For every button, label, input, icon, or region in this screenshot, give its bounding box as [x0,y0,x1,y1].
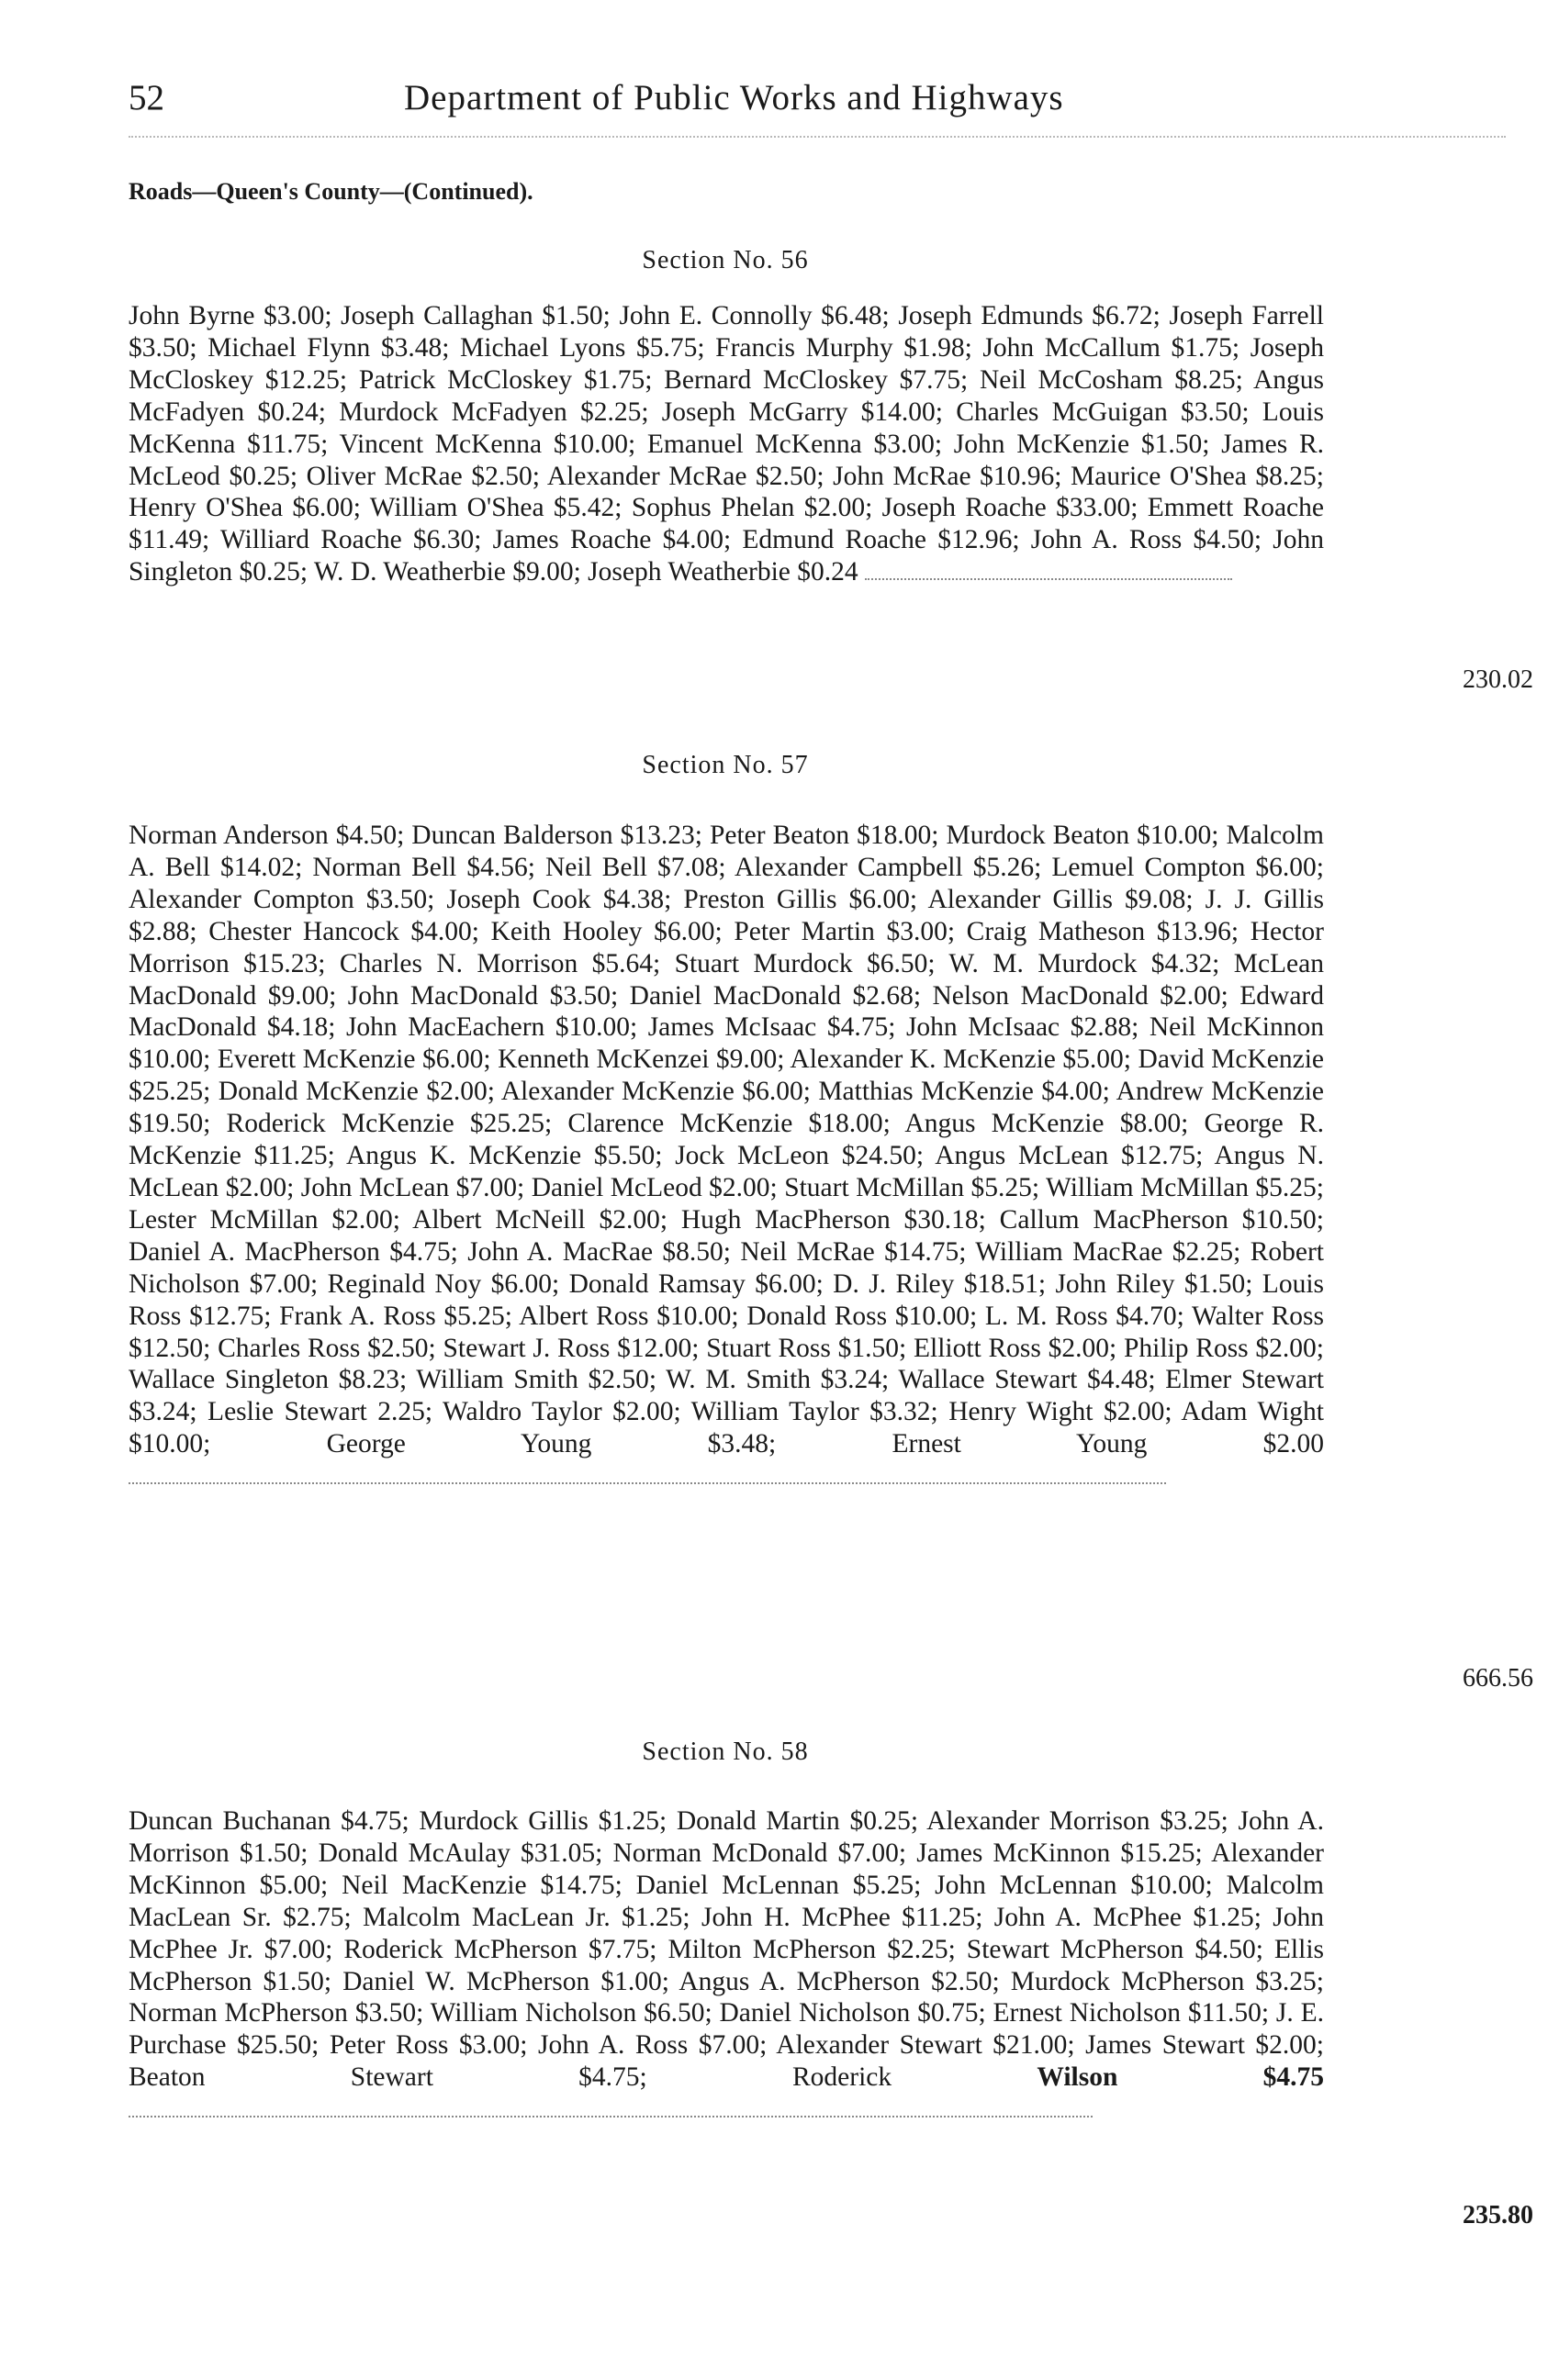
leader-dots [865,569,1232,580]
entries-text: John Byrne $3.00; Joseph Callaghan $1.50; John E. Connolly $6.48; Joseph Edmunds $6.72; Joseph Farrell $3.50; Michael Flynn $3.48; Michael Lyons $5.75; Francis Murphy $1.98; John McCallum $1.75; Joseph McCloskey $12.25; Patrick McCloskey $1.75; Bernard McCloskey $7.75; Neil McCosham $8.25; Angus McFadyen $0.24; Murdock McFadyen $2.25; Joseph McGarry $14.00; Charles McGuigan $3.50; Louis McKenna $11.75; Vincent McKenna $10.00; Emanuel McKenna $3.00; John McKenzie $1.50; James R. McLeod $0.25; Oliver McRae $2.50; Alexander McRae $2.50; John McRae $10.96; Maurice O'Shea $8.25; Henry O'Shea $6.00; William O'Shea $5.42; Sophus Phelan $2.00; Joseph Roache $33.00; Emmett Roache $11.49; Williard Roache $6.30; James Roache $4.00; Edmund Roache $12.96; John A. Ross $4.50; John Singleton $0.25; W. D. Weatherbie $9.00; Joseph Weatherbie $0.24 [129,301,1324,587]
document-page [129,0,1533,2380]
section-total: 666.56 [1463,1664,1533,1693]
page-header [129,77,1506,132]
subheading: Roads—Queen's County—(Continued). [129,178,533,205]
section-title: Section No. 57 [642,751,809,779]
entries-tail: Wilson $4.75 [1037,2062,1324,2093]
entries-text: Norman Anderson $4.50; Duncan Balderson $13.23; Peter Beaton $18.00; Murdock Beaton $10.00; Malcolm A. Bell $14.02; Norman Bell $4.56; Neil Bell $7.08; Alexander Campbell $5.26; Lemuel Compton $6.00; Alexander Compton $3.50; Joseph Cook $4.38; Preston Gillis $6.00; Alexander Gillis $9.08; J. J. Gillis $2.88; Chester Hancock $4.00; Keith Hooley $6.00; Peter Martin $3.00; Craig Matheson $13.96; Hector Morrison $15.23; Charles N. Morrison $5.64; Stuart Murdock $6.50; W. M. Murdock $4.32; McLean MacDonald $9.00; John MacDonald $3.50; Daniel MacDonald $2.68; Nelson MacDonald $2.00; Edward MacDonald $4.18; John MacEachern $10.00; James McIsaac $4.75; John McIsaac $2.88; Neil McKinnon $10.00; Everett McKenzie $6.00; Kenneth McKenzei $9.00; Alexander K. McKenzie $5.00; David McKenzie $25.25; Donald McKenzie $2.00; Alexander McKenzie $6.00; Matthias McKenzie $4.00; Andrew McKenzie $19.50; Roderick McKenzie $25.25; Clarence McKenzie $18.00; Angus McKenzie $8.00; George R. McKenzie $11.25; Angus K. McKenzie $5.50; Jock McLeon $24.50; Angus McLean $12.75; Angus N. McLean $2.00; John McLean $7.00; Daniel McLeod $2.00; Stuart McMillan $5.25; William McMillan $5.25; Lester McMillan $2.00; Albert McNeill $2.00; Hugh MacPherson $30.18; Callum MacPherson $10.50; Daniel A. MacPherson $4.75; John A. MacRae $8.50; Neil McRae $14.75; William MacRae $2.25; Robert Nicholson $7.00; Reginald Noy $6.00; Donald Ramsay $6.00; D. J. Riley $18.51; John Riley $1.50; Louis Ross $12.75; Frank A. Ross $5.25; Albert Ross $10.00; Donald Ross $10.00; L. M. Ross $4.70; Walter Ross $12.50; Charles Ross $2.50; Stewart J. Ross $12.00; Stuart Ross $1.50; Elliott Ross $2.00; Philip Ross $2.00; Wallace Singleton $8.23; William Smith $2.50; W. M. Smith $3.24; Wallace Stewart $4.48; Elmer Stewart $3.24; Leslie Stewart 2.25; Waldro Taylor $2.00; William Taylor $3.32; Henry Wight $2.00; Adam Wight $10.00; George Young $3.48; Ernest Young $2.00 [129,821,1324,1459]
section-entries [129,820,1324,1492]
section-title: Section No. 56 [642,246,809,274]
section-total: 235.80 [1463,2201,1533,2229]
section-total: 230.02 [1463,665,1533,694]
leader-dots [129,2106,1093,2117]
section-title: Section No. 58 [642,1738,809,1766]
header-rule [129,136,1506,138]
page-number: 52 [129,78,164,117]
leader-dots [129,1473,1166,1484]
section-entries [129,1805,1324,2126]
section-entries [129,300,1324,588]
running-title: Department of Public Works and Highways [404,78,1064,117]
entries-text: Duncan Buchanan $4.75; Murdock Gillis $1.25; Donald Martin $0.25; Alexander Morrison $3.25; John A. Morrison $1.50; Donald McAulay $31.05; Norman McDonald $7.00; James McKinnon $15.25; Alexander McKinnon $5.00; Neil MacKenzie $14.75; Daniel McLennan $5.25; John McLennan $10.00; Malcolm MacLean Sr. $2.75; Malcolm MacLean Jr. $1.25; John H. McPhee $11.25; John A. McPhee $1.25; John McPhee Jr. $7.00; Roderick McPherson $7.75; Milton McPherson $2.25; Stewart McPherson $4.50; Ellis McPherson $1.50; Daniel W. McPherson $1.00; Angus A. McPherson $2.50; Murdock McPherson $3.25; Norman McPherson $3.50; William Nicholson $6.50; Daniel Nicholson $0.75; Ernest Nicholson $11.50; J. E. Purchase $25.50; Peter Ross $3.00; John A. Ross $7.00; Alexander Stewart $21.00; James Stewart $2.00; Beaton Stewart $4.75; Roderick [129,1806,1324,2093]
